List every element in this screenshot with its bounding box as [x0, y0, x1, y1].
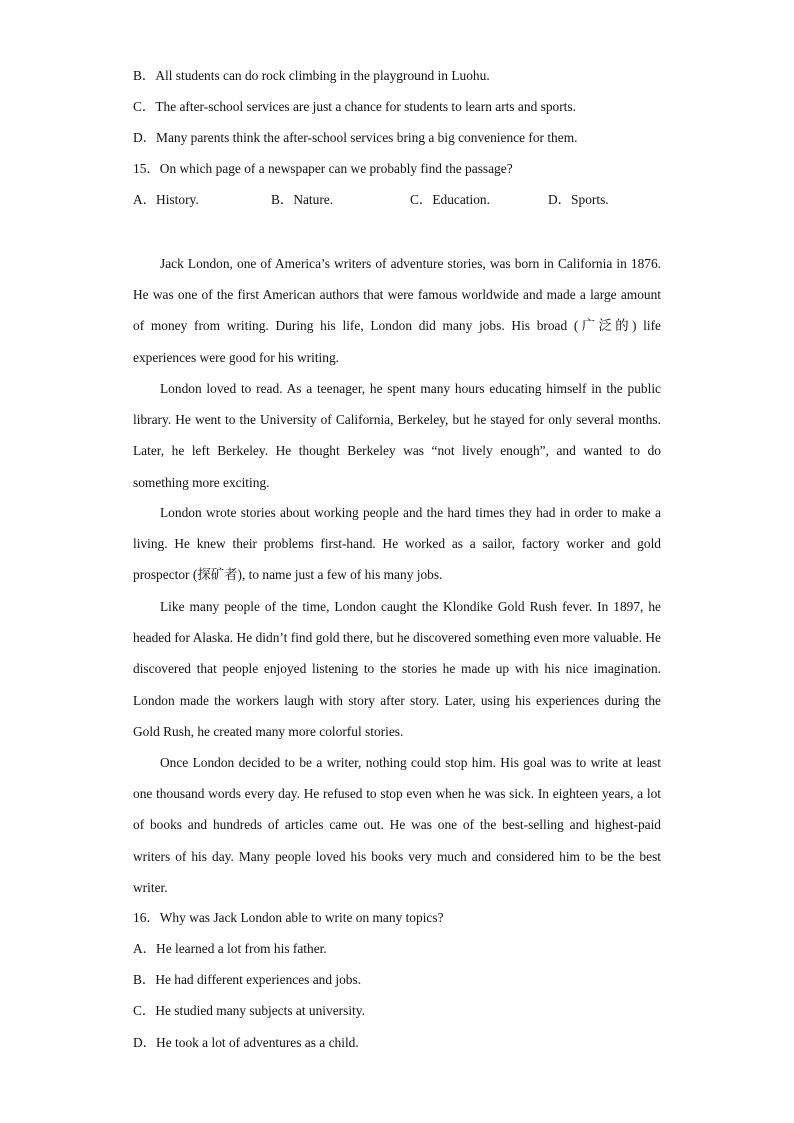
q15-option-a: A．History.	[133, 192, 199, 207]
q15-question: 15．On which page of a newspaper can we probably find the passage?	[133, 161, 513, 176]
q14-option-c: C．The after-school services are just a chance for students to learn arts and sports.	[133, 99, 576, 114]
passage-paragraph-3: London wrote stories about working people and the hard times they had in order to make a living. He knew their problems first-hand. He worked as a sailor, factory worker and gold prospector (探矿者), to name just a few of his many jobs.	[133, 505, 661, 583]
passage-paragraph-1: Jack London, one of America’s writers of adventure stories, was born in California in 1876. He was one of the first American authors that were famous worldwide and made a large amount of money from writing. During his life, London did many jobs. His broad (广泛的) life experiences were good for his writing.	[133, 256, 661, 365]
q16-option-a: A．He learned a lot from his father.	[133, 941, 327, 956]
q16-option-b: B．He had different experiences and jobs.	[133, 972, 362, 987]
passage-paragraph-4: Like many people of the time, London caught the Klondike Gold Rush fever. In 1897, he headed for Alaska. He didn’t find gold there, but he discovered something even more valuable. He discovered that people enjoyed listening to the stories he made up with his nice imagination. London made the workers laugh with story after story. Later, using his experiences during the Gold Rush, he created many more colorful stories.	[133, 599, 661, 739]
passage-paragraph-5: Once London decided to be a writer, nothing could stop him. His goal was to write at least one thousand words every day. He refused to stop even when he was sick. In eighteen years, a lot of books and hundreds of articles came out. He was one of the best-selling and highest-paid writers of his day. Many people loved his books very much and considered him to be the best writer.	[133, 755, 661, 895]
q14-option-d: D．Many parents think the after-school services bring a big convenience for them.	[133, 130, 578, 145]
q14-option-b: B．All students can do rock climbing in the playground in Luohu.	[133, 68, 490, 83]
q15-option-d: D．Sports.	[548, 192, 609, 207]
q15-option-b: B．Nature.	[271, 192, 334, 207]
q15-option-c: C．Education.	[410, 192, 490, 207]
q16-option-c: C．He studied many subjects at university.	[133, 1003, 365, 1018]
q15-options	[133, 190, 661, 210]
q16-option-d: D．He took a lot of adventures as a child.	[133, 1035, 359, 1050]
passage-paragraph-2: London loved to read. As a teenager, he spent many hours educating himself in the public library. He went to the University of California, Berkeley, but he stayed for only several months. Later, he left Berkeley. He thought Berkeley was “not lively enough”, and wanted to do something more exciting.	[133, 381, 661, 490]
q16-question: 16．Why was Jack London able to write on many topics?	[133, 910, 444, 925]
